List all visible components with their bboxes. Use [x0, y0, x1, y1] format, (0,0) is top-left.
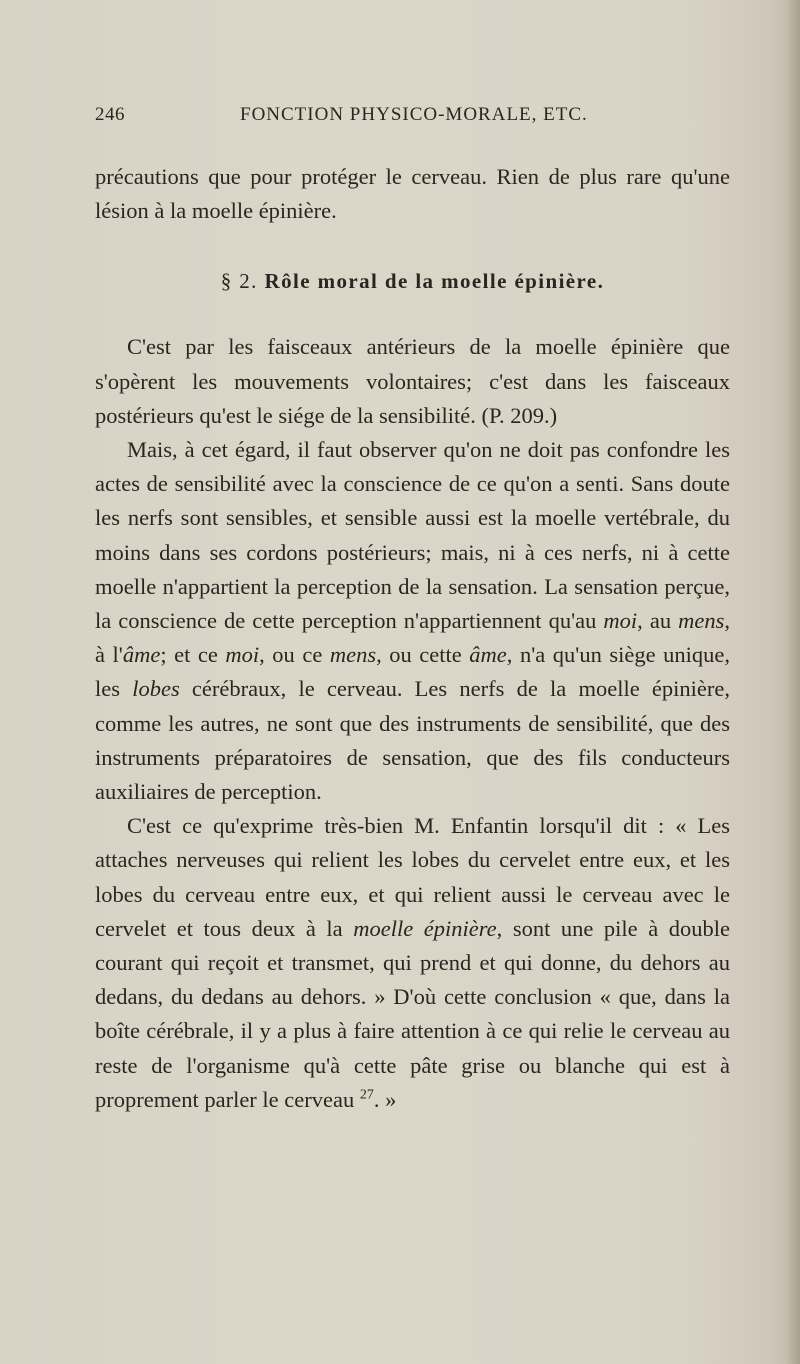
italic-term: moelle épinière — [353, 915, 497, 941]
section-heading — [95, 264, 730, 298]
italic-term: moi — [603, 608, 638, 634]
running-head — [95, 104, 730, 134]
italic-term: mens — [678, 608, 725, 634]
text-span: , ou cette — [376, 642, 470, 668]
body-text — [95, 160, 730, 1117]
italic-term: mens — [329, 642, 377, 668]
text-span: , sont une pile à double courant qui reçoit et transmet, qui prend et qui donne, du dehors au dedans, du dedans au dehors. » D'où cette conclusion « que, dans la boîte cérébrale, il y a plus à faire attention à ce qui relie le cerveau au reste de l'organisme qu'à cette pâte grise ou blanche qui est à proprement parler le cerveau — [95, 915, 730, 1112]
text-span: cérébraux, le cerveau. Les nerfs de la moelle épinière, comme les autres, ne sont que des instruments de sensibilité, que des instruments préparatoires de sensation, que des fils conducteurs auxiliaires de perception. — [95, 676, 730, 805]
italic-term: âme — [469, 642, 507, 668]
text-span: . » — [373, 1086, 397, 1112]
paragraph-4 — [95, 809, 730, 1117]
italic-term: lobes — [132, 676, 180, 702]
section-title: Rôle moral de la moelle épinière. — [264, 269, 605, 294]
text-span: , à l' — [95, 608, 730, 668]
text-span: , au — [637, 608, 679, 634]
text-span: , n'a qu'un siège unique, les — [95, 642, 730, 702]
running-title: FONCTION PHYSICO-MORALE, ETC. — [240, 104, 588, 125]
footnote-reference: 27 — [359, 1087, 374, 1103]
page-edge-shadow — [786, 0, 800, 1364]
section-number: § 2. — [220, 269, 258, 294]
text-span: ; et ce — [160, 642, 226, 668]
text-span: , ou ce — [259, 642, 330, 668]
text-span: Mais, à cet égard, il faut observer qu'on ne doit pas confondre les actes de sensibilité avec la conscience de ce qu'on a senti. Sans doute les nerfs sont sensibles, et sensible aussi est la moelle vertébrale, du moins dans ses cordons postérieurs; mais, ni à ces nerfs, ni à cette moelle n'appartient la perception de la sensation. La sensation perçue, la conscience de cette perception n'appartiennent qu'au — [95, 437, 730, 634]
paragraph-3 — [95, 433, 730, 809]
italic-term: moi — [225, 642, 260, 668]
text-span: C'est ce qu'exprime très-bien M. Enfantin lorsqu'il dit : « Les attaches nerveuses qui relient les lobes du cervelet entre eux, et les lobes du cerveau entre eux, et qui relient aussi le cerveau avec le cervelet et tous deux à la — [95, 813, 730, 941]
italic-term: âme — [122, 642, 161, 668]
page-number: 246 — [95, 104, 125, 125]
paragraph-1: précautions que pour protéger le cerveau. Rien de plus rare qu'une lésion à la moelle épinière. — [95, 164, 730, 224]
paragraph-2: C'est par les faisceaux antérieurs de la moelle épinière que s'opèrent les mouvements volontaires; c'est dans les faisceaux postérieurs qu'est le siége de la sensibilité. (P. 209.) — [95, 334, 730, 428]
